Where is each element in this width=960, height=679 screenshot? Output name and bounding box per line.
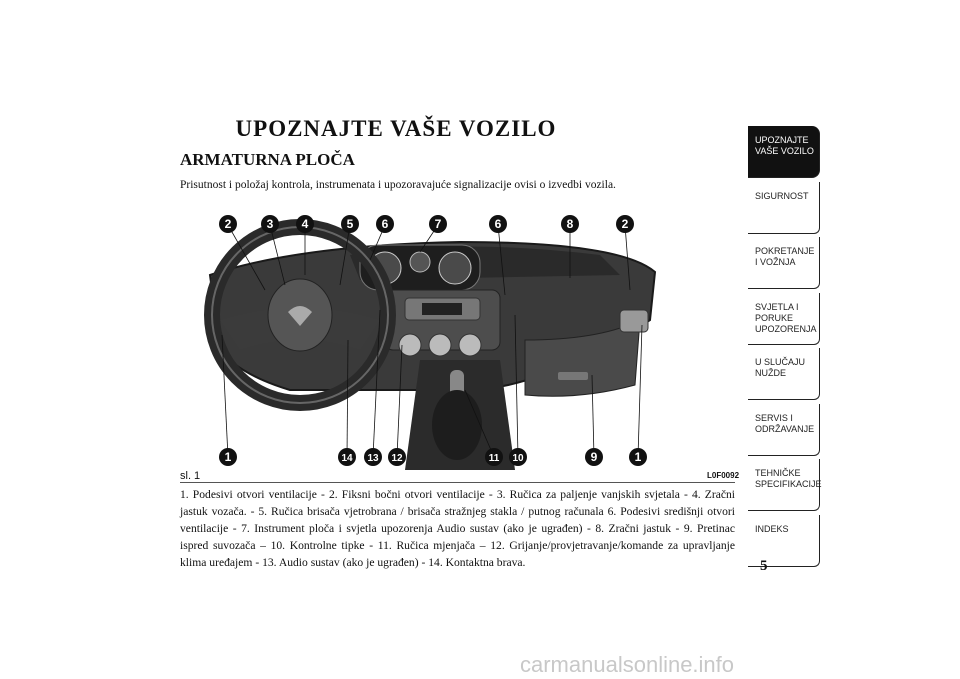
figure-code: L0F0092 — [707, 471, 740, 480]
callout-4 — [296, 215, 314, 233]
center-gauge-icon — [410, 252, 430, 272]
callout-13 — [364, 448, 382, 466]
intro-text: Prisutnost i položaj kontrola, instrumenata i upozoravajuće signalizacije ovisi o izvedbi vozila. — [180, 179, 616, 191]
tab-label: SERVIS I ODRŽAVANJE — [755, 412, 815, 434]
callout-3 — [261, 215, 279, 233]
callout-6-right — [489, 215, 507, 233]
callout-9 — [585, 448, 603, 466]
callout-8 — [561, 215, 579, 233]
callout-5 — [341, 215, 359, 233]
tab-upoznajte-vase-vozilo[interactable] — [748, 126, 820, 178]
tab-tehnicke-specifikacije[interactable] — [748, 459, 820, 511]
tachometer-icon — [439, 252, 471, 284]
callout-11 — [485, 448, 503, 466]
callout-1-right — [629, 448, 647, 466]
glovebox-handle — [558, 372, 588, 380]
figure-label: sl. 1 — [180, 470, 201, 482]
gear-boot — [432, 390, 482, 460]
svg-text:7: 7 — [434, 217, 442, 231]
svg-text:1: 1 — [634, 450, 642, 464]
page-number: 5 — [760, 558, 768, 574]
svg-text:9: 9 — [590, 450, 598, 464]
svg-text:2: 2 — [224, 217, 232, 231]
svg-text:14: 14 — [341, 453, 353, 464]
page-title: UPOZNAJTE VAŠE VOZILO — [235, 116, 557, 141]
svg-text:10: 10 — [512, 453, 524, 464]
svg-text:6: 6 — [494, 217, 502, 231]
callout-14 — [338, 448, 356, 466]
dashboard-figure — [180, 200, 735, 475]
figure-divider — [180, 482, 735, 483]
tab-sigurnost[interactable] — [748, 182, 820, 234]
tab-label: POKRETANJE I VOŽNJA — [755, 246, 815, 267]
svg-text:4: 4 — [301, 217, 309, 231]
figure-caption: 1. Podesivi otvori ventilacije - 2. Fiksni bočni otvori ventilacije - 3. Ručica za paljenje vanjskih svjetala - 4. Zračni jastuk vozača. - 5. Ručica brisača vjetrobrana / brisača stražnjeg stakla / putnog računala 6. Podesivi središnji otvori ventilacije - 7. Instrument ploča i svjetla upozorenja Audio sustav (ako je ugrađen) - 8. Zračni jastuk - 9. Pretinac ispred suvozača – 10. Kontrolne tipke - 11. Ručica mjenjača – 12. Grijanje/provjetravanje/komande za upravljanje klima uređajem - 13. Audio sustav (ako je ugrađen) - 14. Kontaktna brava. — [180, 488, 735, 569]
svg-text:2: 2 — [621, 217, 629, 231]
svg-text:5: 5 — [346, 217, 354, 231]
svg-text:8: 8 — [566, 217, 574, 231]
svg-text:3: 3 — [266, 217, 274, 231]
tab-pokretanje-i-voznja[interactable] — [748, 237, 820, 289]
tab-label: U SLUČAJU NUŽDE — [755, 357, 806, 378]
svg-text:12: 12 — [391, 453, 403, 464]
svg-text:13: 13 — [367, 453, 379, 464]
tab-label: INDEKS — [755, 523, 789, 534]
tab-label: SVJETLA I PORUKE UPOZORENJA — [755, 301, 817, 334]
climate-knob-right — [459, 334, 481, 356]
callout-2-left — [219, 215, 237, 233]
watermark: carmanualsonline.info — [520, 652, 735, 677]
tab-svjetla-i-poruke[interactable] — [748, 293, 820, 345]
tab-indeks[interactable] — [748, 515, 820, 567]
callout-10 — [509, 448, 527, 466]
tab-label: SIGURNOST — [755, 190, 809, 201]
audio-display — [422, 303, 462, 315]
side-vent-icon — [620, 310, 648, 332]
tab-label: TEHNIČKE SPECIFIKACIJE — [755, 468, 822, 489]
climate-knob-center — [429, 334, 451, 356]
climate-knob-left — [399, 334, 421, 356]
callout-7 — [429, 215, 447, 233]
tab-u-slucaju-nuzde[interactable] — [748, 348, 820, 400]
chapter-sidebar — [748, 126, 820, 570]
section-title: ARMATURNA PLOČA — [180, 150, 355, 169]
callout-12 — [388, 448, 406, 466]
tab-label: UPOZNAJTE VAŠE VOZILO — [755, 135, 814, 156]
callout-1-left — [219, 448, 237, 466]
svg-text:6: 6 — [381, 217, 389, 231]
callout-6-left — [376, 215, 394, 233]
svg-text:11: 11 — [488, 453, 500, 464]
tab-servis-i-odrzavanje[interactable] — [748, 404, 820, 456]
callout-2-right — [616, 215, 634, 233]
svg-text:1: 1 — [224, 450, 232, 464]
